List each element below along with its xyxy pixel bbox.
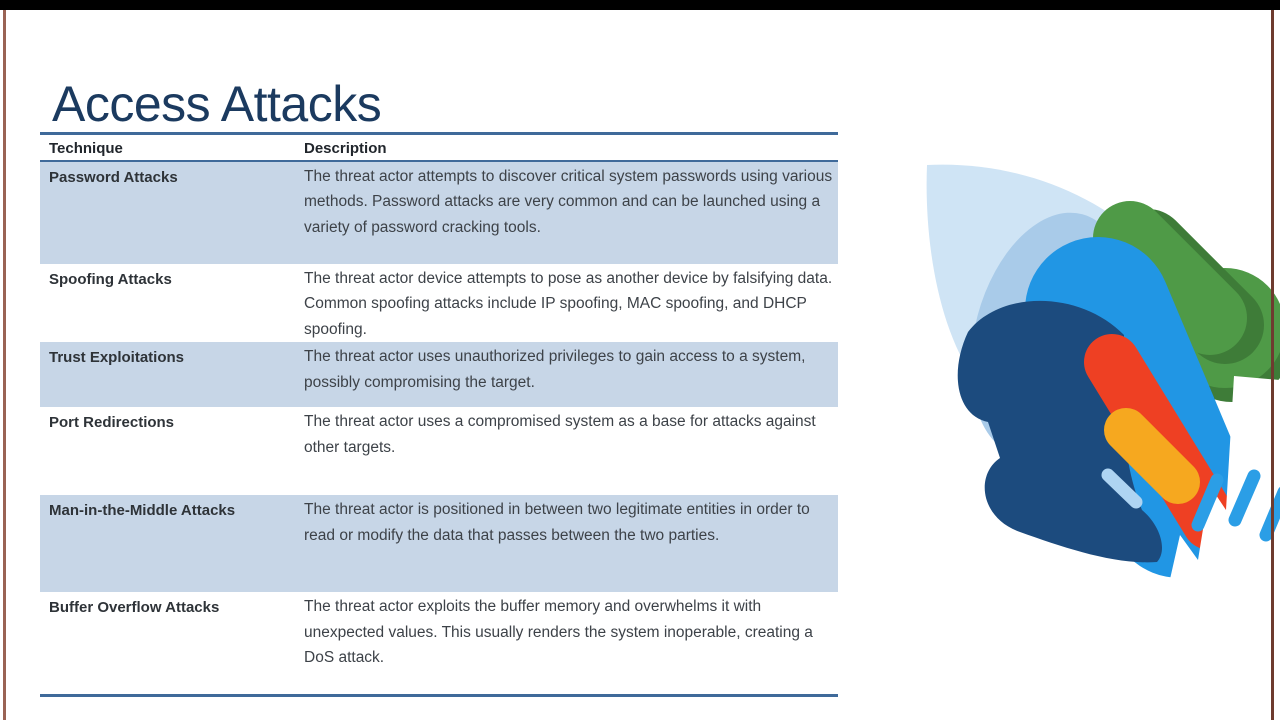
description-cell: The threat actor uses unauthorized privileges to gain access to a system, possibly compromising the target. [304,348,806,391]
technique-cell: Buffer Overflow Attacks [49,599,220,617]
left-border-line [3,10,6,720]
access-attacks-table [40,132,838,697]
table-row [40,264,838,342]
table-header-row [40,135,838,162]
page-title: Access Attacks [52,75,382,132]
table-row [40,342,838,407]
description-cell: The threat actor exploits the buffer memory and overwhelms it with unexpected values. This usually renders the system inoperable, creating a DoS attack. [304,598,813,667]
technique-cell: Man-in-the-Middle Attacks [49,502,236,520]
top-bar [0,0,1280,10]
description-cell: The threat actor device attempts to pose as another device by falsifying data. Common spoofing attacks include IP spoofing, MAC spoofing, and DHCP spoofing. [304,270,833,338]
rocket-svg [880,120,1280,720]
technique-cell: Port Redirections [49,414,175,432]
table-row [40,495,838,592]
technique-column-header: Technique [49,139,123,157]
description-column-header: Description [304,139,387,157]
table-body [40,162,838,694]
table-row [40,592,838,694]
description-cell: The threat actor uses a compromised system as a base for attacks against other targets. [304,413,816,456]
table-row [40,407,838,495]
right-border-line [1271,10,1274,720]
technique-cell: Trust Exploitations [49,349,185,367]
rocket-illustration [880,120,1280,720]
table-row [40,162,838,264]
description-cell: The threat actor attempts to discover critical system passwords using various methods. Password attacks are very common and can be launched using a variety of password cracking tools. [304,168,833,236]
technique-cell: Password Attacks [49,169,178,186]
technique-cell: Spoofing Attacks [49,271,172,288]
description-cell: The threat actor is positioned in between two legitimate entities in order to read or modify the data that passes between the two parties. [304,501,810,544]
